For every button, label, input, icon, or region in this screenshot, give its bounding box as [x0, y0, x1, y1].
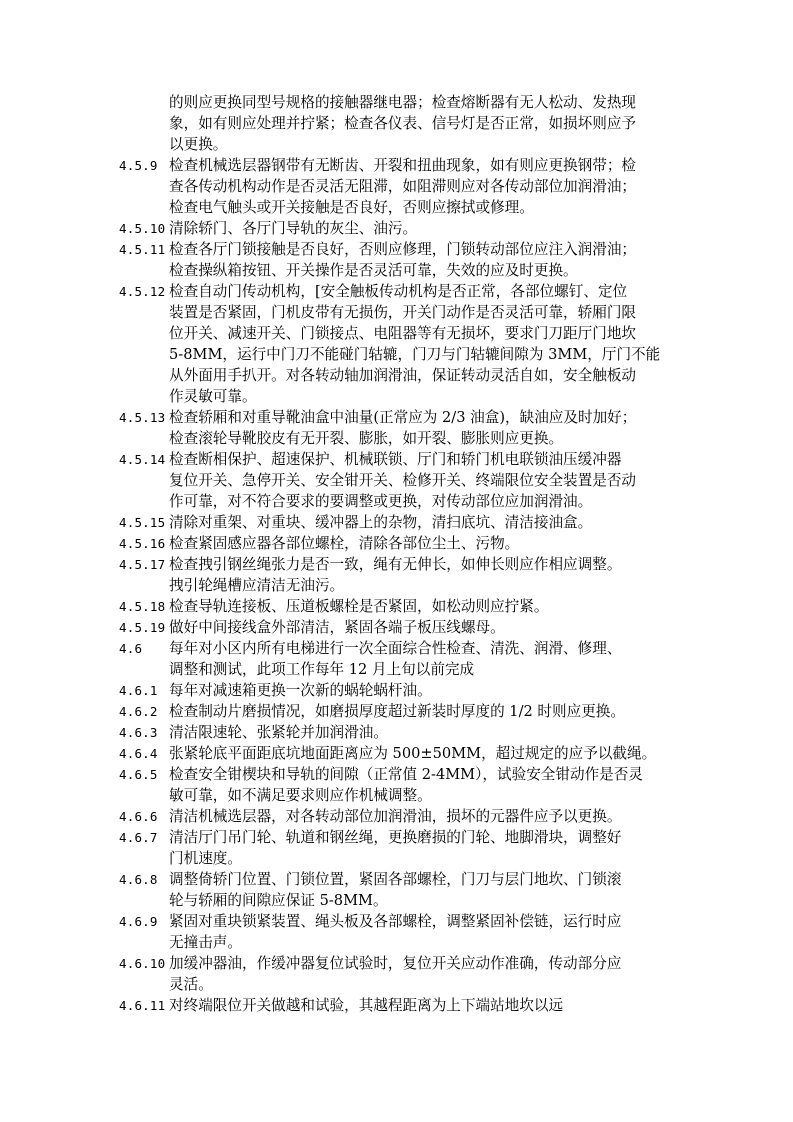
clause-number: 4.6.5: [119, 767, 158, 782]
clause-text-line: 清洁限速轮、张紧轮并加润滑油。: [169, 724, 388, 741]
clause-text-line: 作灵敏可靠。: [169, 388, 257, 405]
clause-text-line: 调整和测试，此项工作每年 12 月上旬以前完成: [169, 661, 475, 678]
clause-number: 4.5.19: [119, 620, 166, 635]
clause-text-line: 清洁厅门吊门轮、轨道和钢丝绳，更换磨损的门轮、地脚滑块，调整好: [169, 829, 622, 846]
clause-number: 4.6.8: [119, 872, 158, 887]
clause-text-line: 轮与轿厢的间隙应保证 5-8MM。: [169, 892, 388, 909]
clause-number: 4.5.18: [119, 599, 166, 614]
clause-item: [0, 911, 684, 953]
clause-number: 4.6: [119, 641, 143, 656]
clause-text-line: 对终端限位开关做越和试验，其越程距离为上下端站地坎以远: [169, 997, 564, 1014]
clause-item: [0, 869, 684, 911]
clause-text-line: 清除对重架、对重块、缓冲器上的杂物，清扫底坑、清洁接油盒。: [169, 514, 593, 531]
clause-number: 4.6.4: [119, 746, 158, 761]
clause-text-line: 复位开关、急停开关、安全钳开关、检修开关、终端限位安全装置是否动: [169, 472, 637, 489]
clause-text-line: 检查机械选层器钢带有无断齿、开裂和扭曲现象，如有则应更换钢带；检: [169, 157, 637, 174]
clause-item: [0, 449, 684, 512]
clause-text-line: 检查断相保护、超速保护、机械联锁、厅门和轿门机电联锁油压缓冲器: [169, 451, 622, 468]
clause-text-line: 张紧轮底平面距底坑地面距离应为 500±50MM，超过规定的应予以截绳。: [169, 745, 657, 762]
clause-text-line: 的则应更换同型号规格的接触器继电器；检查熔断器有无人松动、发热现: [169, 94, 637, 111]
clause-text-line: 检查导轨连接板、压道板螺栓是否紧固，如松动则应拧紧。: [169, 598, 549, 615]
clause-item: [0, 827, 684, 869]
clause-number: 4.5.16: [119, 536, 166, 551]
clause-text-line: 检查操纵箱按钮、开关操作是否灵活可靠，失效的应及时更换。: [169, 262, 578, 279]
clause-text-line: 紧固对重块锁紧装置、绳头板及各部螺栓，调整紧固补偿链，运行时应: [169, 913, 622, 930]
clause-item: [0, 764, 684, 806]
clause-number: 4.5.14: [119, 452, 166, 467]
clause-item: [0, 407, 684, 449]
clause-text-line: 加缓冲器油，作缓冲器复位试验时，复位开关应动作准确，传动部分应: [169, 955, 622, 972]
clause-item: [0, 743, 684, 764]
clause-item: [0, 701, 684, 722]
clause-text-line: 检查拽引钢丝绳张力是否一致，绳有无伸长，如伸长则应作相应调整。: [169, 556, 622, 573]
clause-number: 4.6.3: [119, 725, 158, 740]
clause-text-line: 灵活。: [169, 976, 213, 993]
clause-item: [0, 554, 684, 596]
clause-text-line: 做好中间接线盒外部清洁，紧固各端子板压线螺母。: [169, 619, 505, 636]
clause-number: 4.5.12: [119, 284, 166, 299]
clause-item: [0, 239, 684, 281]
clause-text-line: 作可靠，对不符合要求的要调整或更换，对传动部位应加润滑油。: [169, 493, 593, 510]
clause-item: [0, 281, 684, 407]
clause-item: [0, 596, 684, 617]
clause-text-line: 以更换。: [169, 136, 228, 153]
clause-item: [0, 218, 684, 239]
clause-text-line: 查各传动机构动作是否灵活无阻滞，如阻滞则应对各传动部位加润滑油；: [169, 178, 637, 195]
clause-text-line: 检查自动门传动机构，[安全触板传动机构是否正常，各部位螺钉、定位: [169, 283, 628, 300]
clause-item: [0, 806, 684, 827]
clause-text-line: 调整倚轿门位置、门锁位置，紧固各部螺栓，门刀与层门地坎、门锁滚: [169, 871, 622, 888]
clause-text-line: 5-8MM，运行中门刀不能碰门轱辘，门刀与门轱辘间隙为 3MM，厅门不能: [169, 346, 661, 363]
clause-number: 4.6.6: [119, 809, 158, 824]
clause-item: [0, 155, 684, 218]
clause-text-line: 无撞击声。: [169, 934, 242, 951]
clause-text-line: 检查各厅门锁接触是否良好，否则应修理，门锁转动部位应注入润滑油；: [169, 241, 637, 258]
clause-number: 4.6.1: [119, 683, 158, 698]
clause-text-line: 检查滚轮导靴胶皮有无开裂、膨胀，如开裂、膨胀则应更换。: [169, 430, 564, 447]
clause-text-line: 拽引轮绳槽应清洁无油污。: [169, 577, 345, 594]
clause-text-line: 门机速度。: [169, 850, 242, 867]
clause-item: [0, 953, 684, 995]
clause-text-line: 检查安全钳楔块和导轨的间隙（正常值 2-4MM），试验安全钳动作是否灵: [169, 766, 643, 783]
clause-text-line: 象，如有则应处理并拧紧；检查各仪表、信号灯是否正常，如损坏则应予: [169, 115, 637, 132]
clause-text-line: 敏可靠，如不满足要求则应作机械调整。: [169, 787, 432, 804]
clause-number: 4.5.10: [119, 221, 166, 236]
clause-item: [0, 638, 684, 680]
clause-text-line: 检查轿厢和对重导靴油盒中油量(正常应为 2/3 油盒)，缺油应及时加好；: [169, 409, 637, 426]
clause-number: 4.6.2: [119, 704, 158, 719]
clause-text-line: 检查紧固感应器各部位螺栓，清除各部位尘土、污物。: [169, 535, 520, 552]
clause-item: [0, 533, 684, 554]
clause-number: 4.6.11: [119, 998, 166, 1013]
clause-text-line: 每年对减速箱更换一次新的蜗轮蜗杆油。: [169, 682, 432, 699]
clause-text-line: 位开关、减速开关、门锁接点、电阻器等有无损坏，要求门刀距厅门地坎: [169, 325, 637, 342]
clause-text-line: 清除轿门、各厅门导轨的灰尘、油污。: [169, 220, 418, 237]
clause-item: [0, 995, 684, 1016]
clause-number: 4.5.17: [119, 557, 166, 572]
clause-number: 4.6.7: [119, 830, 158, 845]
clause-item: [0, 722, 684, 743]
clause-text-line: 检查制动片磨损情况，如磨损厚度超过新装时厚度的 1/2 时则应更换。: [169, 703, 625, 720]
clause-number: 4.5.15: [119, 515, 166, 530]
clause-text-line: 装置是否紧固，门机皮带有无损伤，开关门动作是否灵活可靠，轿厢门限: [169, 304, 637, 321]
clause-number: 4.5.11: [119, 242, 166, 257]
clause-text-line: 从外面用手扒开。对各转动轴加润滑油，保证转动灵活自如，安全触板动: [169, 367, 637, 384]
clause-number: 4.6.9: [119, 914, 158, 929]
clause-text-line: 检查电气触头或开关接触是否良好，否则应擦拭或修理。: [169, 199, 534, 216]
clause-number: 4.5.13: [119, 410, 166, 425]
clause-number: 4.6.10: [119, 956, 166, 971]
clause-text-line: 每年对小区内所有电梯进行一次全面综合性检查、清洗、润滑、修理、: [169, 640, 622, 657]
clause-item: [0, 92, 684, 155]
clause-item: [0, 512, 684, 533]
clause-number: 4.5.9: [119, 158, 158, 173]
clause-item: [0, 617, 684, 638]
clause-text-line: 清洁机械选层器，对各转动部位加润滑油，损坏的元器件应予以更换。: [169, 808, 622, 825]
clause-item: [0, 680, 684, 701]
